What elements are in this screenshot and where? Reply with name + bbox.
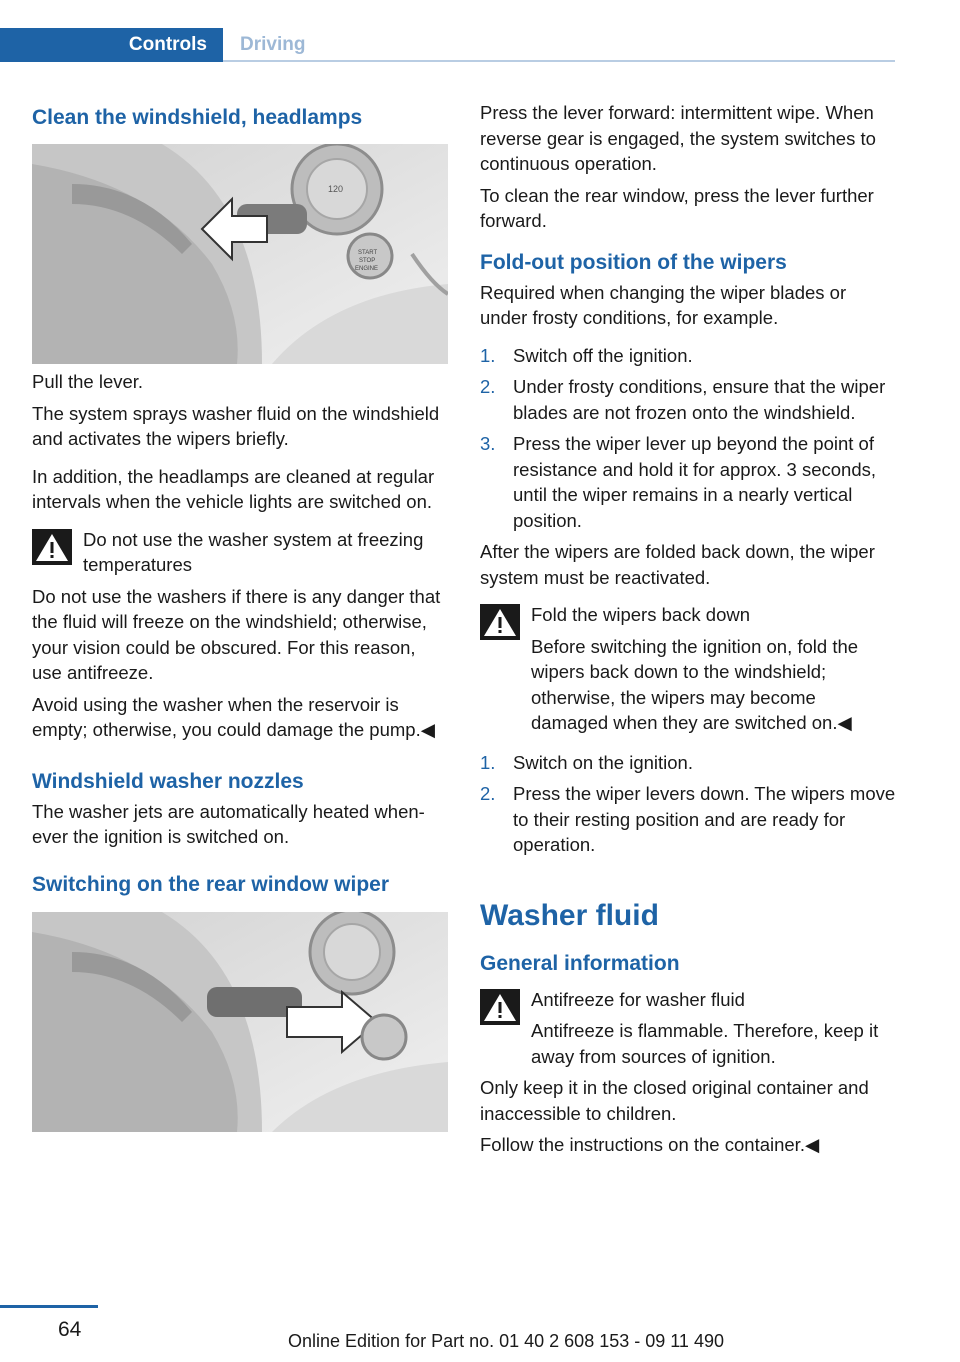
para-follow-instructions: Follow the instructions on the container.◀ — [480, 1134, 820, 1155]
start-button-label: START — [358, 250, 378, 256]
warning-fold-back — [480, 602, 896, 736]
para-nozzles-heated: The washer jets are automatically heated whenever the ignition is switched on. — [32, 800, 425, 847]
list-item: 2. Under frosty conditions, ensure that the wiper blades are not frozen onto the windshield. — [480, 376, 886, 423]
tab-controls[interactable]: Controls — [0, 28, 223, 62]
para-reactivate: After the wipers are folded back down, the wiper system must be reactivated. — [480, 541, 875, 588]
engine-button-label: ENGINE — [355, 266, 379, 272]
page-number: 64 — [58, 1318, 82, 1341]
warning-fold-text: Before switching the ignition on, fold the wipers back down to the windshield; otherwise, the wipers may become damaged when they are switched on.◀ — [531, 635, 859, 733]
fold-steps-list — [480, 343, 896, 534]
warning-triangle-icon — [32, 529, 72, 565]
warning-fold-title: Fold the wipers back down — [531, 604, 751, 625]
section-tabs — [0, 28, 895, 62]
right-column — [480, 100, 896, 1158]
heading-fold-out: Fold-out position of the wipers — [480, 250, 787, 274]
para-sprays-fluid: The system sprays washer fluid on the windshield and activates the wipers briefly. — [32, 402, 440, 449]
footer-rule — [0, 1305, 98, 1308]
para-headlamps-cleaned: In addition, the headlamps are cleaned at regular intervals when the vehicle lights are switched on. — [32, 465, 435, 512]
photo-wiper-lever-pull — [32, 144, 448, 364]
warning-antifreeze-title: Antifreeze for washer fluid — [531, 988, 745, 1010]
list-item: 3. Press the wiper lever up beyond the point of resistance and hold it for approx. 3 seconds, until the wiper remains in a nearly vertical position. — [480, 433, 877, 531]
warning-freezing — [32, 527, 448, 743]
para-pull-lever: Pull the lever. — [32, 371, 144, 392]
warning-reservoir-text: Avoid using the washer when the reservoir is empty; otherwise, you could damage the pump.◀ — [32, 693, 435, 740]
warning-antifreeze — [480, 987, 896, 1070]
list-item: 1. Switch on the ignition. — [480, 751, 693, 773]
reactivate-steps-list — [480, 750, 896, 858]
tab-driving[interactable]: Driving — [240, 34, 306, 55]
list-item: 1. Switch off the ignition. — [480, 344, 693, 366]
heading-washer-nozzles: Windshield washer nozzles — [32, 769, 304, 793]
para-fold-required: Required when changing the wiper blades or under frosty conditions, for example. — [480, 281, 847, 328]
speedometer-label: 120 — [328, 184, 344, 194]
list-item: 2. Press the wiper levers down. The wipers move to their resting position and are ready for operation. — [480, 783, 896, 855]
edition-note: Online Edition for Part no. 01 40 2 608 153 - 09 11 490 — [288, 1331, 724, 1351]
heading-rear-wiper: Switching on the rear window wiper — [32, 872, 390, 896]
warning-antifreeze-text: Antifreeze is flammable. Therefore, keep it away from sources of ignition. — [531, 1020, 879, 1067]
para-keep-container: Only keep it in the closed original container and inaccessible to children. — [480, 1077, 869, 1124]
heading-washer-fluid: Washer fluid — [480, 898, 659, 932]
heading-clean-windshield: Clean the windshield, headlamps — [32, 106, 363, 129]
left-column — [32, 100, 448, 1132]
tab-divider — [223, 60, 895, 62]
photo-wiper-lever-push — [32, 912, 448, 1132]
warning-freezing-title: Do not use the washer system at freezing temperatures — [83, 528, 424, 575]
warning-triangle-icon — [480, 989, 520, 1025]
warning-triangle-icon — [480, 604, 520, 640]
warning-freezing-text: Do not use the washers if there is any danger that the fluid will freeze on the windshield; otherwise, your vision could be obscured. For this reason, use antifreeze. — [32, 585, 441, 683]
para-rear-window: To clean the rear window, press the lever further forward. — [480, 184, 874, 231]
para-press-forward: Press the lever forward: intermittent wipe. When reverse gear is engaged, the system switches to continuous operation. — [480, 102, 876, 174]
stop-button-label: STOP — [359, 258, 376, 264]
heading-general-info: General information — [480, 951, 680, 975]
